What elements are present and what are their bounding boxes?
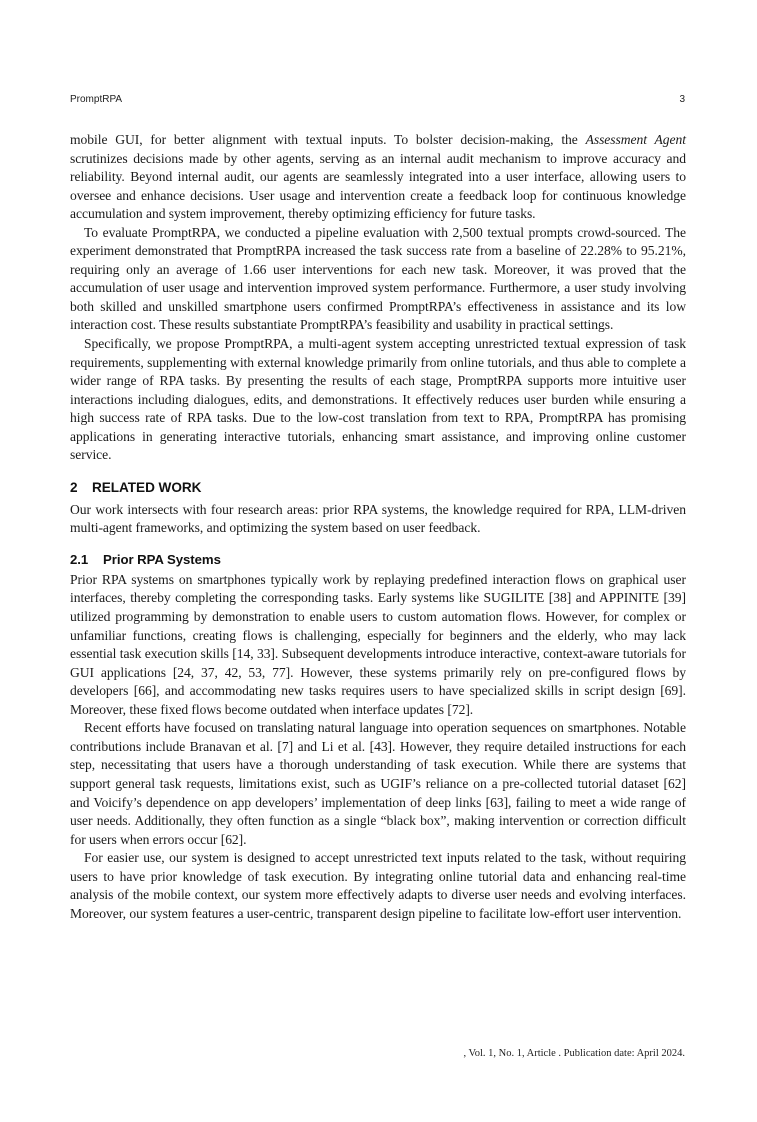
- intro-paragraph-1-start: mobile GUI, for better alignment with textual inputs. To bolster decision-making, the: [70, 132, 586, 147]
- intro-paragraph-2: To evaluate PromptRPA, we conducted a pipeline evaluation with 2,500 textual prompts crowd-sourced. The experiment demonstrated that PromptRPA increased the task success rate from a baseline of 22.28% to 95.21%, requiring only an average of 1.66 user interventions for each new task. Moreover, it was proved that the accumulation of user usage and intervention improved system performance. Furthermore, a user study involving both skilled and unskilled smartphone users confirmed PromptRPA’s effectiveness in assistance and its low interaction cost. These results substantiate PromptRPA’s feasibility and usability in practical settings.: [70, 224, 686, 333]
- section-heading: [70, 479, 686, 497]
- subsection-number: 2.1: [70, 551, 89, 567]
- section-title: RELATED WORK: [92, 479, 202, 495]
- prior-rpa-paragraph-1: Prior RPA systems on smartphones typically work by replaying predefined interaction flows on graphical user interfaces, thereby completing the corresponding tasks. Early systems like SUGILITE [38] and APPINITE [39] utilized programming by demonstration to enable users to custom automation flows. However, for complex or unfamiliar functions, creating flows is challenging, especially for beginners and the elderly, who may lack essential task execution skills [14, 33]. Subsequent developments introduce interactive, context-aware tutorials for GUI applications [24, 37, 42, 53, 77]. However, these systems primarily rely on pre-configured flows by developers [66], and accommodating new tasks requires users to have specialized skills in script design [69]. Moreover, these fixed flows become outdated when interface updates [72].: [70, 571, 686, 717]
- running-title: PromptRPA: [70, 94, 123, 105]
- assessment-agent-term: Assessment Agent: [585, 132, 687, 147]
- page-number: 3: [679, 94, 685, 105]
- body-text: [70, 131, 686, 923]
- prior-rpa-paragraph-2: Recent efforts have focused on translating natural language into operation sequences on smartphones. Notable contributions include Branavan et al. [7] and Li et al. [43]. However, they require detailed instructions for each step, necessitating that users have a thorough understanding of task execution. While there are systems that support general task requests, limitations exist, such as UGIF’s reliance on a pre-collected tutorial dataset [62] and Voicify’s dependence on app developers’ implementation of deep links [63], failing to meet a wide range of user needs. Additionally, they often function as a single “black box”, making intervention or correction difficult for users when errors occur [62].: [70, 720, 686, 847]
- section-number: 2: [70, 479, 78, 495]
- intro-paragraph-1: [70, 131, 686, 224]
- subsection-heading: [70, 551, 686, 569]
- section-2-intro-paragraph: Our work intersects with four research areas: prior RPA systems, the knowledge required for RPA, LLM-driven multi-agent frameworks, and optimizing the system based on user feedback.: [70, 501, 686, 536]
- page-footer: , Vol. 1, No. 1, Article . Publication date: April 2024.: [463, 1048, 685, 1059]
- running-header: [70, 94, 685, 108]
- intro-paragraph-1-end: scrutinizes decisions made by other agents, serving as an internal audit mechanism to improve accuracy and reliability. Beyond internal audit, our agents are seamlessly integrated into a user interface, allowing users to oversee and enhance decisions. User usage and intervention create a feedback loop for continuous knowledge accumulation and system improvement, thereby optimizing efficiency for future tasks.: [70, 150, 686, 222]
- prior-rpa-paragraph-3: For easier use, our system is designed to accept unrestricted text inputs related to the task, without requiring users to have prior knowledge of task execution. By integrating online tutorial data and enhancing real-time analysis of the mobile context, our system more effectively adapts to diverse user needs and evolving interfaces. Moreover, our system features a user-centric, transparent design pipeline to facilitate low-effort user intervention.: [70, 850, 686, 921]
- intro-paragraph-3: Specifically, we propose PromptRPA, a multi-agent system accepting unrestricted textual expression of task requirements, supplementing with external knowledge primarily from online tutorials, and thus able to complete a wider range of RPA tasks. By presenting the results of each stage, PromptRPA supports more intuitive user interactions including dialogues, edits, and demonstrations. It effectively reduces user burden while ensuring a high success rate of RPA tasks. Due to the low-cost translation from text to RPA, PromptRPA has promising applications in generating interactive tutorials, enhancing smart assistance, and improving online customer service.: [70, 336, 686, 463]
- subsection-title: Prior RPA Systems: [103, 551, 221, 567]
